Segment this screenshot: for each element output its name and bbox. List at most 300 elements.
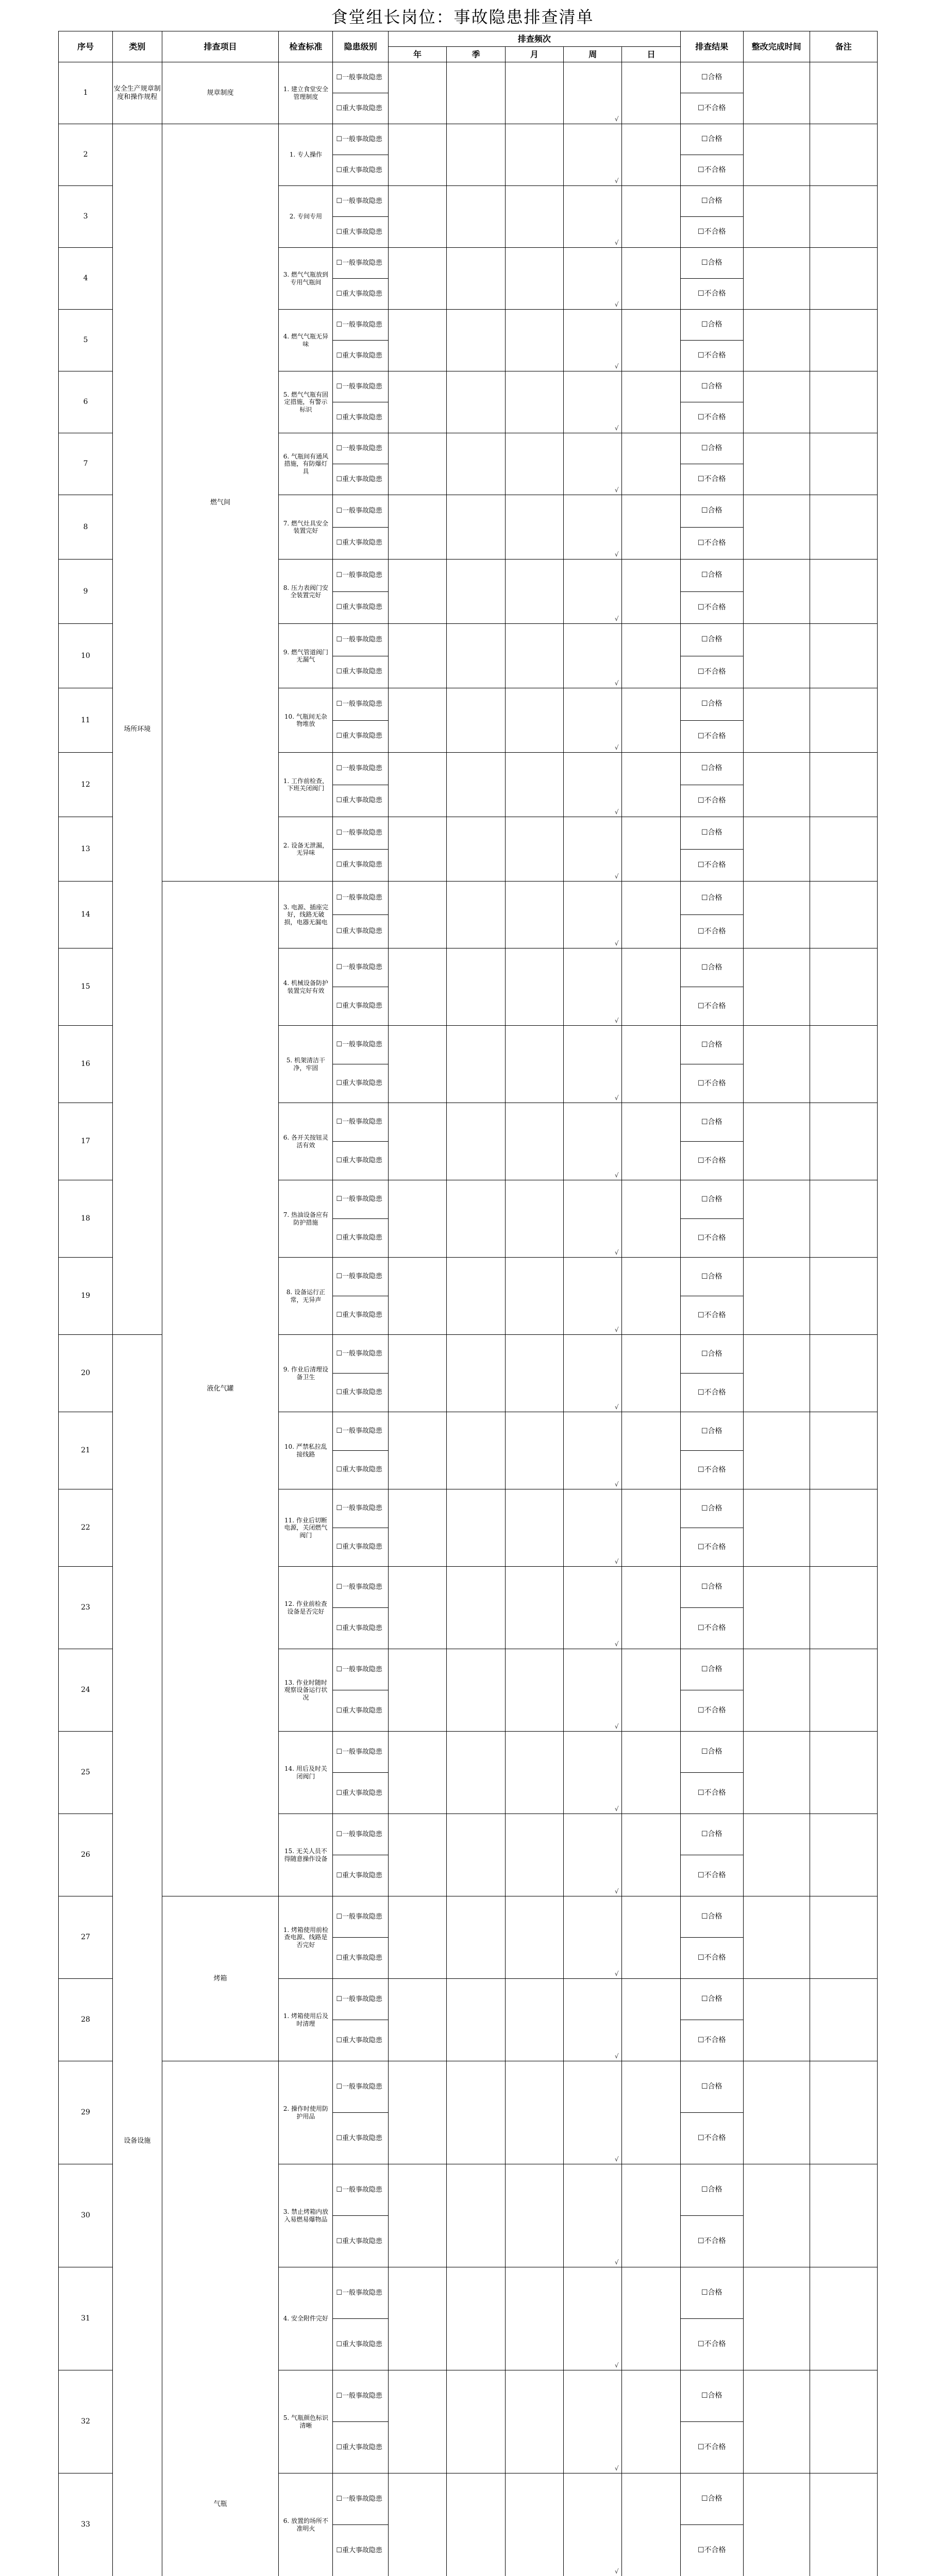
remark-cell[interactable] <box>810 560 877 624</box>
result-fail-checkbox[interactable]: ☐不合格 <box>680 1773 743 1814</box>
freq-week-tick: √ <box>564 882 622 948</box>
level-general-checkbox[interactable]: ☐一般事故隐患 <box>333 2164 388 2216</box>
remark-cell[interactable] <box>810 2473 877 2576</box>
level-major-checkbox[interactable]: ☐重大事故隐患 <box>333 155 388 186</box>
freq-year-cell <box>388 124 446 186</box>
result-pass-checkbox[interactable]: ☐合格 <box>680 1335 743 1374</box>
result-pass-checkbox[interactable]: ☐合格 <box>680 186 743 217</box>
row-number: 10 <box>59 624 113 688</box>
result-fail-checkbox[interactable]: ☐不合格 <box>680 1142 743 1180</box>
freq-year-cell <box>388 310 446 371</box>
freq-week-tick: √ <box>564 371 622 433</box>
remark-cell[interactable] <box>810 1258 877 1335</box>
result-fail-checkbox[interactable]: ☐不合格 <box>680 1938 743 1979</box>
row-number: 6 <box>59 371 113 433</box>
remark-cell[interactable] <box>810 1412 877 1489</box>
result-fail-checkbox[interactable]: ☐不合格 <box>680 217 743 248</box>
result-pass-checkbox[interactable]: ☐合格 <box>680 1180 743 1219</box>
level-major-checkbox[interactable]: ☐重大事故隐患 <box>333 1064 388 1103</box>
result-pass-checkbox[interactable]: ☐合格 <box>680 688 743 721</box>
deadline-cell[interactable] <box>743 688 810 753</box>
level-major-checkbox[interactable]: ☐重大事故隐患 <box>333 1690 388 1732</box>
level-general-checkbox[interactable]: ☐一般事故隐患 <box>333 1258 388 1296</box>
result-pass-checkbox[interactable]: ☐合格 <box>680 1103 743 1142</box>
row-number: 12 <box>59 753 113 817</box>
row-number: 14 <box>59 882 113 948</box>
level-major-checkbox[interactable]: ☐重大事故隐患 <box>333 2216 388 2267</box>
deadline-cell[interactable] <box>743 2061 810 2164</box>
level-major-checkbox[interactable]: ☐重大事故隐患 <box>333 2319 388 2370</box>
freq-quarter-cell <box>447 2267 505 2370</box>
result-pass-checkbox[interactable]: ☐合格 <box>680 2267 743 2319</box>
remark-cell[interactable] <box>810 2267 877 2370</box>
result-pass-checkbox[interactable]: ☐合格 <box>680 124 743 155</box>
remark-cell[interactable] <box>810 1979 877 2061</box>
freq-week-tick: √ <box>564 1026 622 1103</box>
result-pass-checkbox[interactable]: ☐合格 <box>680 371 743 402</box>
criteria-cell: 6. 气瓶间有通风措施，有防爆灯具 <box>279 433 333 495</box>
result-fail-checkbox[interactable]: ☐不合格 <box>680 2525 743 2576</box>
freq-month-cell <box>505 560 563 624</box>
remark-cell[interactable] <box>810 1896 877 1979</box>
remark-cell[interactable] <box>810 248 877 310</box>
result-pass-checkbox[interactable]: ☐合格 <box>680 1979 743 2020</box>
item-cell: 烤箱 <box>162 1896 279 2061</box>
freq-day-cell <box>622 1180 680 1258</box>
level-general-checkbox[interactable]: ☐一般事故隐患 <box>333 2061 388 2113</box>
level-major-checkbox[interactable]: ☐重大事故隐患 <box>333 1142 388 1180</box>
result-fail-checkbox[interactable]: ☐不合格 <box>680 1608 743 1649</box>
freq-month-cell <box>505 624 563 688</box>
freq-week-tick: √ <box>564 186 622 248</box>
level-general-checkbox[interactable]: ☐一般事故隐患 <box>333 948 388 987</box>
level-major-checkbox[interactable]: ☐重大事故隐患 <box>333 785 388 817</box>
freq-quarter-cell <box>447 186 505 248</box>
freq-quarter-cell <box>447 1026 505 1103</box>
deadline-cell[interactable] <box>743 371 810 433</box>
level-general-checkbox[interactable]: ☐一般事故隐患 <box>333 371 388 402</box>
freq-quarter-cell <box>447 948 505 1026</box>
freq-quarter: 季 <box>447 47 505 62</box>
result-pass-checkbox[interactable]: ☐合格 <box>680 2370 743 2422</box>
deadline-cell[interactable] <box>743 1258 810 1335</box>
result-pass-checkbox[interactable]: ☐合格 <box>680 882 743 915</box>
level-major-checkbox[interactable]: ☐重大事故隐患 <box>333 1451 388 1489</box>
level-general-checkbox[interactable]: ☐一般事故隐患 <box>333 124 388 155</box>
result-pass-checkbox[interactable]: ☐合格 <box>680 248 743 279</box>
freq-week-tick: √ <box>564 2370 622 2473</box>
level-major-checkbox[interactable]: ☐重大事故隐患 <box>333 656 388 688</box>
freq-quarter-cell <box>447 2061 505 2164</box>
remark-cell[interactable] <box>810 124 877 186</box>
freq-quarter-cell <box>447 495 505 560</box>
remark-cell[interactable] <box>810 688 877 753</box>
level-major-checkbox[interactable]: ☐重大事故隐患 <box>333 1855 388 1896</box>
result-fail-checkbox[interactable]: ☐不合格 <box>680 1528 743 1567</box>
result-fail-checkbox[interactable]: ☐不合格 <box>680 1296 743 1335</box>
freq-month-cell <box>505 753 563 817</box>
criteria-cell: 4. 机械设备防护装置完好有效 <box>279 948 333 1026</box>
freq-day-cell <box>622 1103 680 1180</box>
remark-cell[interactable] <box>810 624 877 688</box>
level-general-checkbox[interactable]: ☐一般事故隐患 <box>333 1103 388 1142</box>
deadline-cell[interactable] <box>743 817 810 882</box>
result-fail-checkbox[interactable]: ☐不合格 <box>680 1690 743 1732</box>
result-fail-checkbox[interactable]: ☐不合格 <box>680 279 743 310</box>
freq-day-cell <box>622 1258 680 1335</box>
result-fail-checkbox[interactable]: ☐不合格 <box>680 987 743 1026</box>
freq-quarter-cell <box>447 62 505 124</box>
freq-year-cell <box>388 560 446 624</box>
freq-week-tick: √ <box>564 753 622 817</box>
freq-quarter-cell <box>447 1649 505 1732</box>
result-pass-checkbox[interactable]: ☐合格 <box>680 1258 743 1296</box>
level-major-checkbox[interactable]: ☐重大事故隐患 <box>333 341 388 371</box>
deadline-cell[interactable] <box>743 1567 810 1649</box>
result-fail-checkbox[interactable]: ☐不合格 <box>680 591 743 624</box>
level-general-checkbox[interactable]: ☐一般事故隐患 <box>333 2473 388 2525</box>
freq-day: 日 <box>622 47 680 62</box>
deadline-cell[interactable] <box>743 433 810 495</box>
result-fail-checkbox[interactable]: ☐不合格 <box>680 527 743 560</box>
criteria-cell: 4. 安全附件完好 <box>279 2267 333 2370</box>
level-major-checkbox[interactable]: ☐重大事故隐患 <box>333 464 388 495</box>
level-general-checkbox[interactable]: ☐一般事故隐患 <box>333 1979 388 2020</box>
deadline-cell[interactable] <box>743 186 810 248</box>
result-pass-checkbox[interactable]: ☐合格 <box>680 1814 743 1855</box>
freq-quarter-cell <box>447 753 505 817</box>
deadline-cell[interactable] <box>743 1979 810 2061</box>
row-number: 22 <box>59 1489 113 1567</box>
remark-cell[interactable] <box>810 817 877 882</box>
freq-week-tick: √ <box>564 1412 622 1489</box>
remark-cell[interactable] <box>810 753 877 817</box>
level-major-checkbox[interactable]: ☐重大事故隐患 <box>333 915 388 948</box>
deadline-cell[interactable] <box>743 248 810 310</box>
freq-month-cell <box>505 124 563 186</box>
remark-cell[interactable] <box>810 2061 877 2164</box>
row-number: 26 <box>59 1814 113 1896</box>
freq-year-cell <box>388 2267 446 2370</box>
deadline-cell[interactable] <box>743 948 810 1026</box>
criteria-cell: 3. 电源、插座完好，线路无破损，电器无漏电 <box>279 882 333 948</box>
result-fail-checkbox[interactable]: ☐不合格 <box>680 155 743 186</box>
result-pass-checkbox[interactable]: ☐合格 <box>680 560 743 592</box>
level-major-checkbox[interactable]: ☐重大事故隐患 <box>333 720 388 753</box>
level-general-checkbox[interactable]: ☐一般事故隐患 <box>333 560 388 592</box>
level-major-checkbox[interactable]: ☐重大事故隐患 <box>333 1773 388 1814</box>
criteria-cell: 14. 用后及时关闭阀门 <box>279 1732 333 1814</box>
col-header-category: 类别 <box>113 31 162 62</box>
level-general-checkbox[interactable]: ☐一般事故隐患 <box>333 1412 388 1451</box>
freq-year-cell <box>388 1649 446 1732</box>
result-fail-checkbox[interactable]: ☐不合格 <box>680 2319 743 2370</box>
result-pass-checkbox[interactable]: ☐合格 <box>680 1649 743 1690</box>
level-major-checkbox[interactable]: ☐重大事故隐患 <box>333 527 388 560</box>
deadline-cell[interactable] <box>743 1649 810 1732</box>
result-fail-checkbox[interactable]: ☐不合格 <box>680 1451 743 1489</box>
result-pass-checkbox[interactable]: ☐合格 <box>680 817 743 850</box>
freq-week-tick: √ <box>564 495 622 560</box>
result-pass-checkbox[interactable]: ☐合格 <box>680 1026 743 1064</box>
result-pass-checkbox[interactable]: ☐合格 <box>680 948 743 987</box>
level-major-checkbox[interactable]: ☐重大事故隐患 <box>333 1608 388 1649</box>
result-fail-checkbox[interactable]: ☐不合格 <box>680 2422 743 2473</box>
level-general-checkbox[interactable]: ☐一般事故隐患 <box>333 624 388 656</box>
level-general-checkbox[interactable]: ☐一般事故隐患 <box>333 688 388 721</box>
level-general-checkbox[interactable]: ☐一般事故隐患 <box>333 1335 388 1374</box>
criteria-cell: 7. 燃气灶具安全装置完好 <box>279 495 333 560</box>
freq-week-tick: √ <box>564 62 622 124</box>
freq-day-cell <box>622 1649 680 1732</box>
remark-cell[interactable] <box>810 62 877 124</box>
level-general-checkbox[interactable]: ☐一般事故隐患 <box>333 2370 388 2422</box>
freq-quarter-cell <box>447 1979 505 2061</box>
freq-quarter-cell <box>447 1258 505 1335</box>
deadline-cell[interactable] <box>743 624 810 688</box>
freq-day-cell <box>622 1896 680 1979</box>
level-major-checkbox[interactable]: ☐重大事故隐患 <box>333 2422 388 2473</box>
remark-cell[interactable] <box>810 1649 877 1732</box>
level-general-checkbox[interactable]: ☐一般事故隐患 <box>333 817 388 850</box>
deadline-cell[interactable] <box>743 1732 810 1814</box>
result-pass-checkbox[interactable]: ☐合格 <box>680 495 743 528</box>
level-general-checkbox[interactable]: ☐一般事故隐患 <box>333 1896 388 1938</box>
result-pass-checkbox[interactable]: ☐合格 <box>680 310 743 341</box>
level-general-checkbox[interactable]: ☐一般事故隐患 <box>333 882 388 915</box>
page-title: 食堂组长岗位：事故隐患排查清单 <box>331 7 594 27</box>
level-general-checkbox[interactable]: ☐一般事故隐患 <box>333 1814 388 1855</box>
result-pass-checkbox[interactable]: ☐合格 <box>680 2473 743 2525</box>
level-general-checkbox[interactable]: ☐一般事故隐患 <box>333 186 388 217</box>
level-major-checkbox[interactable]: ☐重大事故隐患 <box>333 1374 388 1412</box>
criteria-cell: 1. 工作前检查，下班关闭阀门 <box>279 753 333 817</box>
result-pass-checkbox[interactable]: ☐合格 <box>680 1567 743 1608</box>
result-pass-checkbox[interactable]: ☐合格 <box>680 624 743 656</box>
criteria-cell: 10. 严禁私拉乱接线路 <box>279 1412 333 1489</box>
result-fail-checkbox[interactable]: ☐不合格 <box>680 1374 743 1412</box>
level-major-checkbox[interactable]: ☐重大事故隐患 <box>333 1938 388 1979</box>
freq-day-cell <box>622 2370 680 2473</box>
table-row <box>59 62 878 93</box>
freq-year-cell <box>388 882 446 948</box>
deadline-cell[interactable] <box>743 1412 810 1489</box>
criteria-cell: 2. 设备无泄漏，无异味 <box>279 817 333 882</box>
level-general-checkbox[interactable]: ☐一般事故隐患 <box>333 1026 388 1064</box>
col-header-frequency: 排查频次 <box>388 31 680 47</box>
row-number: 29 <box>59 2061 113 2164</box>
level-major-checkbox[interactable]: ☐重大事故隐患 <box>333 93 388 124</box>
result-fail-checkbox[interactable]: ☐不合格 <box>680 2020 743 2061</box>
deadline-cell[interactable] <box>743 1026 810 1103</box>
level-general-checkbox[interactable]: ☐一般事故隐患 <box>333 1649 388 1690</box>
result-pass-checkbox[interactable]: ☐合格 <box>680 753 743 785</box>
level-major-checkbox[interactable]: ☐重大事故隐患 <box>333 987 388 1026</box>
level-major-checkbox[interactable]: ☐重大事故隐患 <box>333 591 388 624</box>
level-general-checkbox[interactable]: ☐一般事故隐患 <box>333 248 388 279</box>
freq-quarter-cell <box>447 882 505 948</box>
level-general-checkbox[interactable]: ☐一般事故隐患 <box>333 495 388 528</box>
level-major-checkbox[interactable]: ☐重大事故隐患 <box>333 1528 388 1567</box>
result-fail-checkbox[interactable]: ☐不合格 <box>680 720 743 753</box>
deadline-cell[interactable] <box>743 495 810 560</box>
remark-cell[interactable] <box>810 1814 877 1896</box>
freq-year-cell <box>388 2164 446 2267</box>
remark-cell[interactable] <box>810 1026 877 1103</box>
level-major-checkbox[interactable]: ☐重大事故隐患 <box>333 1219 388 1258</box>
result-fail-checkbox[interactable]: ☐不合格 <box>680 1219 743 1258</box>
level-general-checkbox[interactable]: ☐一般事故隐患 <box>333 753 388 785</box>
row-number: 17 <box>59 1103 113 1180</box>
freq-week-tick: √ <box>564 248 622 310</box>
row-number: 20 <box>59 1335 113 1412</box>
level-general-checkbox[interactable]: ☐一般事故隐患 <box>333 2267 388 2319</box>
remark-cell[interactable] <box>810 1103 877 1180</box>
level-major-checkbox[interactable]: ☐重大事故隐患 <box>333 217 388 248</box>
row-number: 19 <box>59 1258 113 1335</box>
deadline-cell[interactable] <box>743 1103 810 1180</box>
criteria-cell: 2. 专间专用 <box>279 186 333 248</box>
result-fail-checkbox[interactable]: ☐不合格 <box>680 849 743 882</box>
level-general-checkbox[interactable]: ☐一般事故隐患 <box>333 1567 388 1608</box>
row-number: 28 <box>59 1979 113 2061</box>
deadline-cell[interactable] <box>743 124 810 186</box>
freq-week-tick: √ <box>564 1896 622 1979</box>
freq-week-tick: √ <box>564 624 622 688</box>
remark-cell[interactable] <box>810 1335 877 1412</box>
criteria-cell: 1. 烤箱使用前检查电源、线路是否完好 <box>279 1896 333 1979</box>
result-fail-checkbox[interactable]: ☐不合格 <box>680 1855 743 1896</box>
level-major-checkbox[interactable]: ☐重大事故隐患 <box>333 2020 388 2061</box>
freq-week-tick: √ <box>564 688 622 753</box>
freq-quarter-cell <box>447 2370 505 2473</box>
result-fail-checkbox[interactable]: ☐不合格 <box>680 785 743 817</box>
deadline-cell[interactable] <box>743 1814 810 1896</box>
deadline-cell[interactable] <box>743 1896 810 1979</box>
result-fail-checkbox[interactable]: ☐不合格 <box>680 915 743 948</box>
result-pass-checkbox[interactable]: ☐合格 <box>680 2061 743 2113</box>
level-general-checkbox[interactable]: ☐一般事故隐患 <box>333 433 388 464</box>
freq-quarter-cell <box>447 1103 505 1180</box>
freq-day-cell <box>622 2164 680 2267</box>
deadline-cell[interactable] <box>743 2267 810 2370</box>
deadline-cell[interactable] <box>743 1180 810 1258</box>
result-pass-checkbox[interactable]: ☐合格 <box>680 433 743 464</box>
deadline-cell[interactable] <box>743 560 810 624</box>
criteria-cell: 11. 作业后切断电源，关闭燃气阀门 <box>279 1489 333 1567</box>
level-general-checkbox[interactable]: ☐一般事故隐患 <box>333 1732 388 1773</box>
result-fail-checkbox[interactable]: ☐不合格 <box>680 2216 743 2267</box>
level-general-checkbox[interactable]: ☐一般事故隐患 <box>333 310 388 341</box>
category-cell: 场所环境 <box>113 124 162 1335</box>
result-pass-checkbox[interactable]: ☐合格 <box>680 2164 743 2216</box>
deadline-cell[interactable] <box>743 2164 810 2267</box>
freq-quarter-cell <box>447 2473 505 2576</box>
result-pass-checkbox[interactable]: ☐合格 <box>680 1489 743 1528</box>
result-pass-checkbox[interactable]: ☐合格 <box>680 1732 743 1773</box>
freq-month-cell <box>505 1412 563 1489</box>
deadline-cell[interactable] <box>743 2473 810 2576</box>
remark-cell[interactable] <box>810 495 877 560</box>
deadline-cell[interactable] <box>743 1335 810 1412</box>
criteria-cell: 13. 作业时随时观察设备运行状况 <box>279 1649 333 1732</box>
deadline-cell[interactable] <box>743 1489 810 1567</box>
remark-cell[interactable] <box>810 882 877 948</box>
table-row <box>59 1896 878 1938</box>
deadline-cell[interactable] <box>743 753 810 817</box>
freq-week-tick: √ <box>564 1649 622 1732</box>
freq-week-tick: √ <box>564 2061 622 2164</box>
freq-year-cell <box>388 948 446 1026</box>
deadline-cell[interactable] <box>743 310 810 371</box>
criteria-cell: 8. 压力表阀门安全装置完好 <box>279 560 333 624</box>
deadline-cell[interactable] <box>743 882 810 948</box>
freq-month-cell <box>505 1814 563 1896</box>
result-fail-checkbox[interactable]: ☐不合格 <box>680 341 743 371</box>
freq-day-cell <box>622 1412 680 1489</box>
result-pass-checkbox[interactable]: ☐合格 <box>680 1896 743 1938</box>
level-general-checkbox[interactable]: ☐一般事故隐患 <box>333 62 388 93</box>
category-cell: 安全生产规章制度和操作规程 <box>113 62 162 124</box>
freq-year-cell <box>388 1103 446 1180</box>
remark-cell[interactable] <box>810 433 877 495</box>
freq-day-cell <box>622 2061 680 2164</box>
remark-cell[interactable] <box>810 186 877 248</box>
level-major-checkbox[interactable]: ☐重大事故隐患 <box>333 1296 388 1335</box>
criteria-cell: 3. 燃气气瓶放到专用气瓶间 <box>279 248 333 310</box>
criteria-cell: 6. 各开关按钮灵活有效 <box>279 1103 333 1180</box>
result-fail-checkbox[interactable]: ☐不合格 <box>680 1064 743 1103</box>
deadline-cell[interactable] <box>743 62 810 124</box>
result-pass-checkbox[interactable]: ☐合格 <box>680 1412 743 1451</box>
freq-week-tick: √ <box>564 1489 622 1567</box>
row-number: 7 <box>59 433 113 495</box>
deadline-cell[interactable] <box>743 2370 810 2473</box>
remark-cell[interactable] <box>810 371 877 433</box>
remark-cell[interactable] <box>810 310 877 371</box>
freq-day-cell <box>622 1814 680 1896</box>
freq-day-cell <box>622 2473 680 2576</box>
level-major-checkbox[interactable]: ☐重大事故隐患 <box>333 402 388 433</box>
freq-quarter-cell <box>447 371 505 433</box>
result-fail-checkbox[interactable]: ☐不合格 <box>680 464 743 495</box>
remark-cell[interactable] <box>810 2164 877 2267</box>
remark-cell[interactable] <box>810 2370 877 2473</box>
remark-cell[interactable] <box>810 1180 877 1258</box>
remark-cell[interactable] <box>810 948 877 1026</box>
result-fail-checkbox[interactable]: ☐不合格 <box>680 656 743 688</box>
remark-cell[interactable] <box>810 1489 877 1567</box>
result-fail-checkbox[interactable]: ☐不合格 <box>680 93 743 124</box>
level-general-checkbox[interactable]: ☐一般事故隐患 <box>333 1489 388 1528</box>
level-major-checkbox[interactable]: ☐重大事故隐患 <box>333 2525 388 2576</box>
level-general-checkbox[interactable]: ☐一般事故隐患 <box>333 1180 388 1219</box>
result-pass-checkbox[interactable]: ☐合格 <box>680 62 743 93</box>
level-major-checkbox[interactable]: ☐重大事故隐患 <box>333 279 388 310</box>
level-major-checkbox[interactable]: ☐重大事故隐患 <box>333 2113 388 2164</box>
remark-cell[interactable] <box>810 1567 877 1649</box>
freq-month-cell <box>505 948 563 1026</box>
level-major-checkbox[interactable]: ☐重大事故隐患 <box>333 849 388 882</box>
freq-day-cell <box>622 433 680 495</box>
row-number: 4 <box>59 248 113 310</box>
result-fail-checkbox[interactable]: ☐不合格 <box>680 2113 743 2164</box>
freq-year-cell <box>388 817 446 882</box>
remark-cell[interactable] <box>810 1732 877 1814</box>
freq-day-cell <box>622 560 680 624</box>
result-fail-checkbox[interactable]: ☐不合格 <box>680 402 743 433</box>
criteria-cell: 1. 专人操作 <box>279 124 333 186</box>
